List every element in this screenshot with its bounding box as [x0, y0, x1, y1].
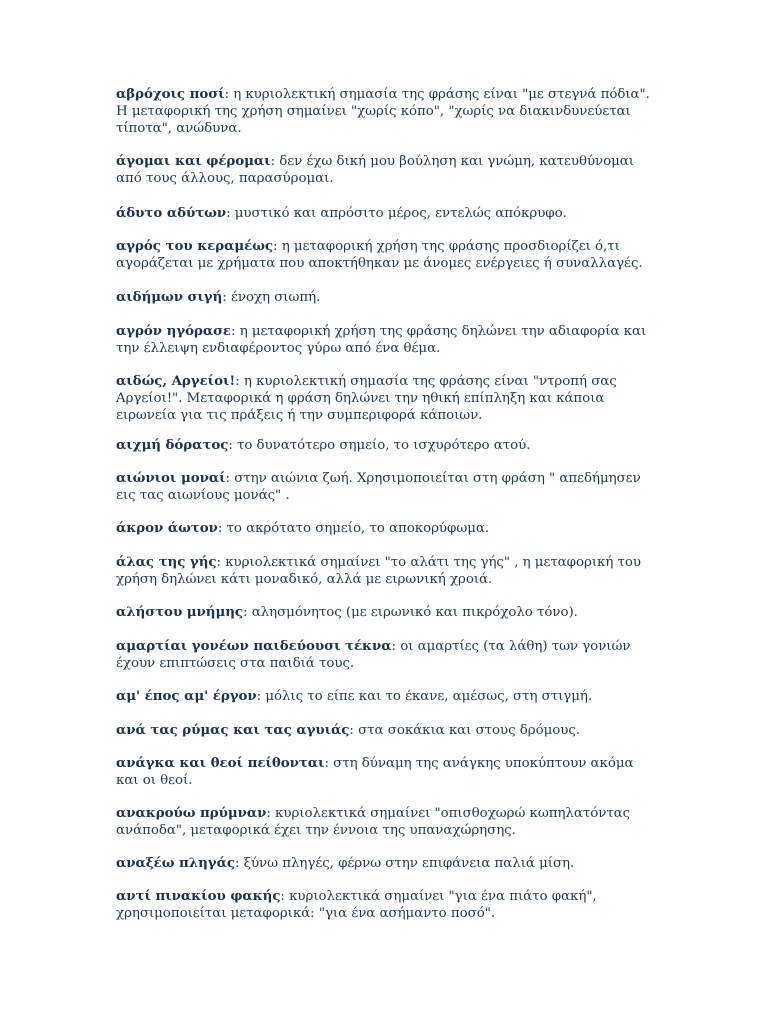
entry-definition: δεν έχω δική μου βούληση και γνώμη, κατευθύνομαι από τους άλλους, παρασύρομαι.: [116, 154, 634, 186]
entry-term: αμ' έπος αμ' έργον: [116, 688, 257, 704]
entry-term: αλήστου μνήμης: [116, 604, 244, 620]
entry-definition: ξύνω πληγές, φέρνω στην επιφάνεια παλιά μίση.: [243, 856, 575, 871]
entry-definition: κυριολεκτικά σημαίνει "το αλάτι της γής" , η μεταφορική του χρήση δηλώνει κάτι μοναδικό, αλλά με ειρωνική χροιά.: [116, 555, 641, 587]
entry-term: αγρός του κεραμέως: [116, 238, 274, 254]
entry-definition: η μεταφορική χρήση της φράσης προσδιορίζει ό,τι αγοράζεται με χρήματα που αποκτήθηκαν με άνομες ενέργειες ή συναλλαγές.: [116, 239, 643, 271]
glossary-entry: άλας της γής: κυριολεκτικά σημαίνει "το αλάτι της γής" , η μεταφορική του χρήση δηλώνει κάτι μοναδικό, αλλά με ειρωνική χροιά.: [116, 554, 641, 587]
entry-definition: στην αιώνια ζωή. Χρησιμοποιείται στη φράση " απεδήμησεν εις τας αιωνίους μονάς" .: [116, 471, 641, 503]
entry-definition: η κυριολεκτική σημασία της φράσης είναι "με στεγνά πόδια". Η μεταφορική της χρήση σημαίνει "χωρίς κόπο", "χωρίς να διακινδυνεύεται τίποτα", ανώδυνα.: [116, 87, 650, 136]
entry-definition: αλησμόνητος (με ειρωνικό και πικρόχολο τόνο).: [251, 605, 578, 620]
glossary-entry: άκρον άωτον: το ακρότατο σημείο, το αποκορύφωμα.: [116, 520, 490, 536]
entry-definition: μυστικό και απρόσιτο μέρος, εντελώς απόκρυφο.: [234, 206, 567, 221]
glossary-entry: αβρόχοις ποσί: η κυριολεκτική σημασία της φράσης είναι "με στεγνά πόδια". Η μεταφορική της χρήση σημαίνει "χωρίς κόπο", "χωρίς να διακινδυνεύεται τίποτα", ανώδυνα.: [116, 86, 650, 136]
glossary-entry: ανάγκα και θεοί πείθονται: στη δύναμη της ανάγκης υποκύπτουν ακόμα και οι θεοί.: [116, 755, 634, 788]
entry-definition: στη δύναμη της ανάγκης υποκύπτουν ακόμα και οι θεοί.: [116, 756, 634, 788]
entry-definition: στα σοκάκια και στους δρόμους.: [358, 723, 581, 738]
entry-definition: το δυνατότερο σημείο, το ισχυρότερο ατού.: [236, 438, 531, 453]
entry-term: ανακρούω πρύμναν: [116, 805, 267, 821]
glossary-entry: αγρός του κεραμέως: η μεταφορική χρήση της φράσης προσδιορίζει ό,τι αγοράζεται με χρήματα που αποκτήθηκαν με άνομες ενέργειες ή συναλλαγές.: [116, 238, 643, 271]
glossary-entry: αιώνιοι μοναί: στην αιώνια ζωή. Χρησιμοποιείται στη φράση " απεδήμησεν εις τας αιωνίους μονάς" .: [116, 470, 641, 503]
entry-definition: κυριολεκτικά σημαίνει "οπισθοχωρώ κωπηλατόντας ανάποδα", μεταφορικά έχει την έννοια της υπαναχώρησης.: [116, 806, 631, 838]
entry-term: αμαρτίαι γονέων παιδεύουσι τέκνα: [116, 638, 392, 654]
entry-term: ανά τας ρύμας και τας αγυιάς: [116, 722, 350, 738]
entry-term: άγομαι και φέρομαι: [116, 153, 271, 169]
glossary-entry: αμ' έπος αμ' έργον: μόλις το είπε και το έκανε, αμέσως, στη στιγμή.: [116, 688, 593, 704]
glossary-entry: ανά τας ρύμας και τας αγυιάς: στα σοκάκια και στους δρόμους.: [116, 722, 581, 738]
entry-term: αγρόν ηγόρασε: [116, 323, 232, 339]
glossary-entry: αμαρτίαι γονέων παιδεύουσι τέκνα: οι αμαρτίες (τα λάθη) των γονιών έχουν επιπτώσεις στα παιδιά τους.: [116, 638, 631, 671]
glossary-entry: αγρόν ηγόρασε: η μεταφορική χρήση της φράσης δηλώνει την αδιαφορία και την έλλειψη ενδιαφέροντος γύρω από ένα θέμα.: [116, 323, 647, 356]
entry-definition: ένοχη σιωπή.: [230, 290, 321, 305]
glossary-entry: ανακρούω πρύμναν: κυριολεκτικά σημαίνει "οπισθοχωρώ κωπηλατόντας ανάποδα", μεταφορικά έχει την έννοια της υπαναχώρησης.: [116, 805, 631, 838]
entry-definition: η κυριολεκτική σημασία της φράσης είναι "ντροπή σας Αργείοι!". Μεταφορικά η φράση δηλώνει την ηθική επίπληξη και κάποια ειρωνεία για τις πράξεις ή την συμπεριφορά κάποιων.: [116, 374, 617, 423]
entry-definition: μόλις το είπε και το έκανε, αμέσως, στη στιγμή.: [265, 689, 593, 704]
entry-term: αιώνιοι μοναί: [116, 470, 226, 486]
glossary-entry: αλήστου μνήμης: αλησμόνητος (με ειρωνικό και πικρόχολο τόνο).: [116, 604, 578, 620]
entry-term: αβρόχοις ποσί: [116, 86, 225, 102]
entry-definition: κυριολεκτικά σημαίνει "για ένα πιάτο φακή", χρησιμοποιείται μεταφορικά: "για ένα ασήμαντο ποσό".: [116, 889, 597, 921]
glossary-entry: αιδώς, Αργείοι!: η κυριολεκτική σημασία της φράσης είναι "ντροπή σας Αργείοι!". Μεταφορικά η φράση δηλώνει την ηθική επίπληξη και κάποια ειρωνεία για τις πράξεις ή την συμπεριφορά κάποιων.: [116, 373, 617, 423]
entry-term: άδυτο αδύτων: [116, 205, 227, 221]
glossary-entry: άδυτο αδύτων: μυστικό και απρόσιτο μέρος, εντελώς απόκρυφο.: [116, 205, 567, 221]
entry-definition: το ακρότατο σημείο, το αποκορύφωμα.: [226, 521, 490, 536]
glossary-entry: αντί πινακίου φακής: κυριολεκτικά σημαίνει "για ένα πιάτο φακή", χρησιμοποιείται μεταφορικά: "για ένα ασήμαντο ποσό".: [116, 888, 597, 921]
entry-term: αιδήμων σιγή: [116, 289, 223, 305]
entry-term: άλας της γής: [116, 554, 217, 570]
glossary-entry: αιχμή δόρατος: το δυνατότερο σημείο, το ισχυρότερο ατού.: [116, 437, 531, 453]
entry-definition: οι αμαρτίες (τα λάθη) των γονιών έχουν επιπτώσεις στα παιδιά τους.: [116, 639, 631, 671]
entry-term: άκρον άωτον: [116, 520, 218, 536]
glossary-entry: αναξέω πληγάς: ξύνω πληγές, φέρνω στην επιφάνεια παλιά μίση.: [116, 855, 575, 871]
glossary-entry: άγομαι και φέρομαι: δεν έχω δική μου βούληση και γνώμη, κατευθύνομαι από τους άλλους, παρασύρομαι.: [116, 153, 634, 186]
entry-term: αιχμή δόρατος: [116, 437, 229, 453]
glossary-entry: αιδήμων σιγή: ένοχη σιωπή.: [116, 289, 321, 305]
entry-term: αναξέω πληγάς: [116, 855, 235, 871]
entry-term: αιδώς, Αργείοι!: [116, 373, 236, 389]
entry-term: αντί πινακίου φακής: [116, 888, 281, 904]
entry-definition: η μεταφορική χρήση της φράσης δηλώνει την αδιαφορία και την έλλειψη ενδιαφέροντος γύρω από ένα θέμα.: [116, 324, 647, 356]
entry-term: ανάγκα και θεοί πείθονται: [116, 755, 325, 771]
